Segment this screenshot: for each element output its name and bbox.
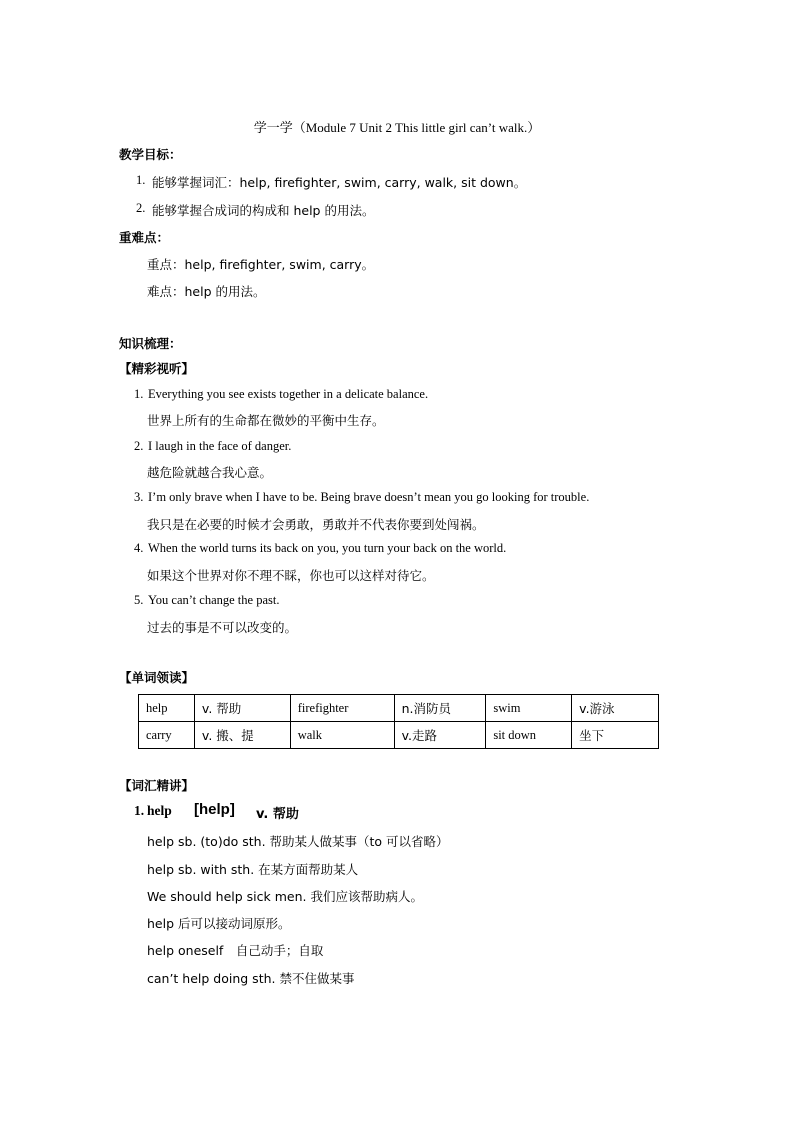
explain-pos: v. 帮助 bbox=[256, 807, 299, 822]
quote-4-num: 4. bbox=[134, 541, 144, 555]
quote-5-en: You can’t change the past. bbox=[148, 593, 280, 607]
vocab-table bbox=[138, 694, 659, 749]
vocab-word: swim bbox=[486, 695, 572, 722]
quote-1-num: 1. bbox=[134, 387, 144, 401]
vocab-meaning: v.游泳 bbox=[572, 695, 659, 722]
quote-1-cn: 世界上所有的生命都在微妙的平衡中生存。 bbox=[147, 413, 385, 428]
vocab-meaning: n.消防员 bbox=[394, 695, 486, 722]
goals-heading: 教学目标： bbox=[119, 147, 182, 162]
key-points-heading: 重难点： bbox=[119, 230, 170, 245]
goal-item-1: 能够掌握词汇：help, firefighter, swim, carry, walk, sit down。 bbox=[152, 175, 527, 190]
quote-3-num: 3. bbox=[134, 490, 144, 504]
vocab-row bbox=[139, 695, 659, 722]
explain-line-5: help oneself 自己动手；自取 bbox=[147, 943, 324, 958]
quote-4-en: When the world turns its back on you, you turn your back on the world. bbox=[148, 541, 507, 555]
quote-5-cn: 过去的事是不可以改变的。 bbox=[147, 620, 298, 635]
vocab-row bbox=[139, 722, 659, 749]
quote-3-en: I’m only brave when I have to be. Being brave doesn’t mean you go looking for trouble. bbox=[148, 490, 590, 504]
explain-phonetic: [help] bbox=[194, 801, 235, 818]
vocab-meaning: v.走路 bbox=[394, 722, 486, 749]
goal-item-1-num: 1. bbox=[136, 173, 146, 187]
quote-3-cn: 我只是在必要的时候才会勇敢，勇敢并不代表你要到处闯祸。 bbox=[147, 517, 485, 532]
explain-word-num: 1. bbox=[134, 803, 145, 818]
quote-2-en: I laugh in the face of danger. bbox=[148, 439, 292, 453]
goal-item-2-num: 2. bbox=[136, 201, 146, 215]
quote-4-cn: 如果这个世界对你不理不睬，你也可以这样对待它。 bbox=[147, 568, 435, 583]
vocab-word: help bbox=[139, 695, 195, 722]
vocab-word: carry bbox=[139, 722, 195, 749]
explain-line-6: can’t help doing sth. 禁不住做某事 bbox=[147, 971, 355, 986]
vocab-word: sit down bbox=[486, 722, 572, 749]
explain-line-1: help sb. (to)do sth. 帮助某人做某事（to 可以省略） bbox=[147, 834, 449, 849]
viewing-section-title: 【精彩视听】 bbox=[119, 361, 195, 376]
quote-2-cn: 越危险就越合我心意。 bbox=[147, 465, 273, 480]
vocab-word: walk bbox=[290, 722, 394, 749]
page-title: 学一学（Module 7 Unit 2 This little girl can’t walk.） bbox=[253, 120, 541, 135]
quote-5-num: 5. bbox=[134, 593, 144, 607]
explain-word: help bbox=[147, 803, 172, 818]
explain-line-4: help 后可以接动词原形。 bbox=[147, 916, 291, 931]
quote-1-en: Everything you see exists together in a delicate balance. bbox=[148, 387, 429, 401]
knowledge-heading: 知识梳理： bbox=[119, 336, 182, 351]
explain-section-title: 【词汇精讲】 bbox=[119, 778, 195, 793]
key-focus: 重点：help, firefighter, swim, carry。 bbox=[147, 257, 375, 272]
vocab-word: firefighter bbox=[290, 695, 394, 722]
vocab-meaning: v. 帮助 bbox=[194, 695, 290, 722]
key-difficulty: 难点：help 的用法。 bbox=[147, 284, 266, 299]
vocab-meaning: v. 搬、提 bbox=[194, 722, 290, 749]
quote-2-num: 2. bbox=[134, 439, 144, 453]
vocab-section-title: 【单词领读】 bbox=[119, 670, 195, 685]
explain-line-2: help sb. with sth. 在某方面帮助某人 bbox=[147, 862, 359, 877]
goal-item-2: 能够掌握合成词的构成和 help 的用法。 bbox=[152, 203, 375, 218]
vocab-meaning: 坐下 bbox=[572, 722, 659, 749]
explain-line-3: We should help sick men. 我们应该帮助病人。 bbox=[147, 889, 423, 904]
